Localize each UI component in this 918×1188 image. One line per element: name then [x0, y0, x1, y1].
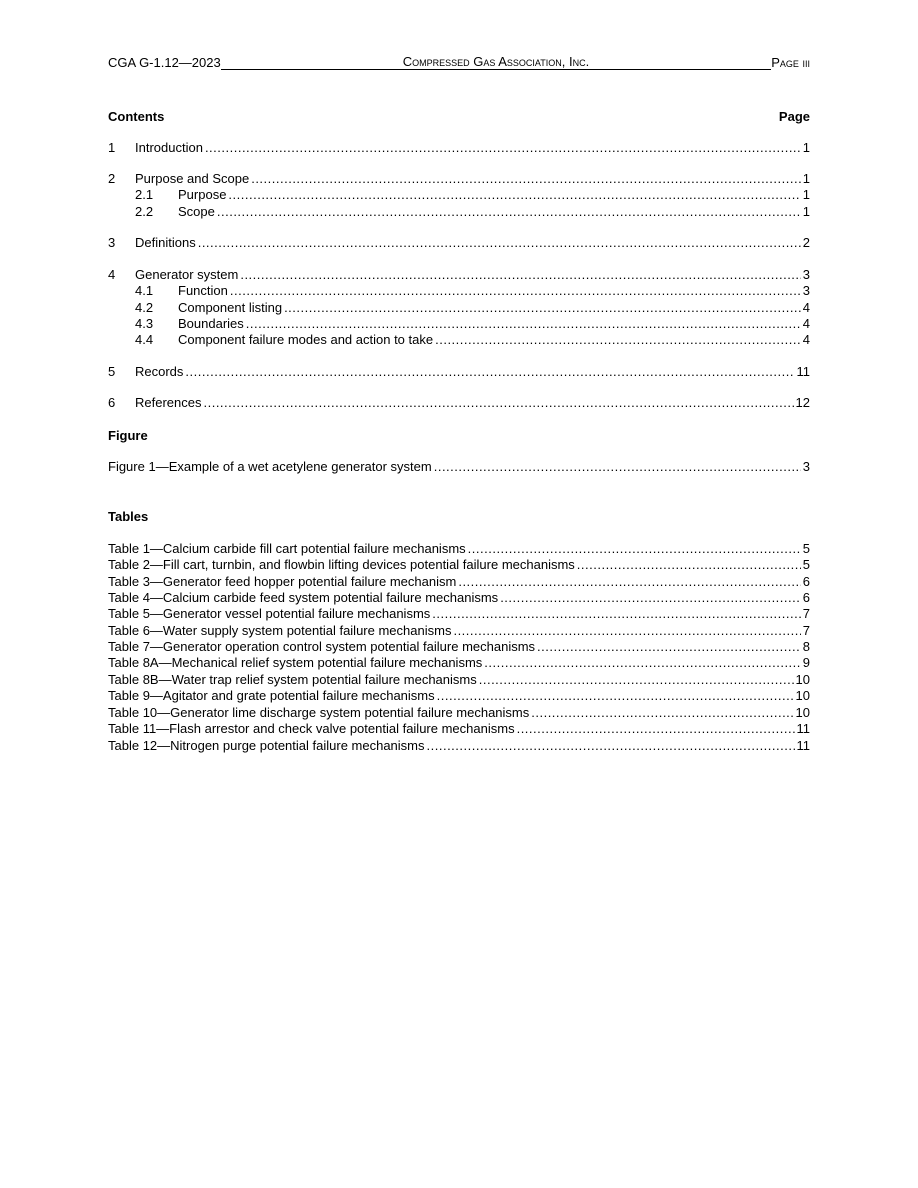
toc-entry-title: Definitions [135, 235, 196, 250]
table-entry-page: 10 [795, 672, 810, 687]
toc-entry-references[interactable] [108, 395, 810, 411]
toc-entry-title: Component listing [178, 300, 283, 315]
table-entry-title: Table 11—Flash arrestor and check valve potential failure mechanisms [108, 721, 515, 736]
table-entry-page: 11 [796, 721, 810, 736]
table-entry-page: 10 [795, 688, 810, 703]
toc-entry-title: Purpose [178, 187, 227, 202]
dot-leader [437, 688, 794, 704]
table-entry[interactable] [108, 557, 810, 573]
dot-leader [205, 140, 801, 156]
dot-leader [203, 395, 793, 411]
table-entry-title: Table 10—Generator lime discharge system potential failure mechanisms [108, 705, 530, 720]
toc-entry-title: Records [135, 364, 184, 379]
table-entry-page: 10 [795, 705, 810, 720]
table-entry-title: Table 8B—Water trap relief system potential failure mechanisms [108, 672, 477, 687]
toc-entry-number: 4 [108, 267, 116, 282]
toc-entry-introduction[interactable] [108, 140, 810, 156]
dot-leader [432, 606, 800, 622]
toc-entry-records[interactable] [108, 364, 810, 380]
toc-entry-page: 1 [802, 171, 810, 186]
table-entry-title: Table 9—Agitator and grate potential failure mechanisms [108, 688, 435, 703]
dot-leader [577, 557, 801, 573]
toc-entry-page: 2 [802, 235, 810, 250]
figure-entry[interactable] [108, 459, 810, 475]
table-entry-title: Table 7—Generator operation control system potential failure mechanisms [108, 639, 536, 654]
tables-heading: Tables [108, 509, 149, 524]
toc-entry-page: 4 [802, 332, 810, 347]
dot-leader [484, 655, 800, 671]
header-rule [589, 56, 771, 70]
dot-leader [468, 541, 801, 557]
table-entry[interactable] [108, 705, 810, 721]
toc-entry-number: 4.1 [135, 283, 154, 298]
header-rule [221, 56, 403, 70]
toc-entry-title: References [135, 395, 202, 410]
table-entry-title: Table 2—Fill cart, turnbin, and flowbin lifting devices potential failure mechanisms [108, 557, 575, 572]
toc-entry-page: 1 [802, 187, 810, 202]
dot-leader [230, 283, 801, 299]
table-entry[interactable] [108, 738, 810, 754]
toc-entry-number: 6 [108, 395, 116, 410]
table-entry[interactable] [108, 639, 810, 655]
table-entry[interactable] [108, 655, 810, 671]
dot-leader [537, 639, 801, 655]
table-entry[interactable] [108, 672, 810, 688]
dot-leader [217, 204, 801, 220]
toc-entry-purpose-and-scope[interactable] [108, 171, 810, 187]
toc-entry-number: 4.4 [135, 332, 154, 347]
figure-entry-title: Figure 1—Example of a wet acetylene generator system [108, 459, 432, 474]
toc-entry-page: 3 [802, 283, 810, 298]
toc-entry-definitions[interactable] [108, 235, 810, 251]
toc-entry-page: 1 [802, 204, 810, 219]
toc-entry-page: 3 [802, 267, 810, 282]
toc-entry-page: 4 [802, 316, 810, 331]
table-entry[interactable] [108, 541, 810, 557]
dot-leader [198, 235, 801, 251]
organization-name: Compressed Gas Association, Inc. [402, 54, 590, 69]
dot-leader [531, 705, 793, 721]
dot-leader [246, 316, 801, 332]
figure-heading: Figure [108, 428, 148, 443]
dot-leader [500, 590, 801, 606]
toc-entry-number: 2.1 [135, 187, 154, 202]
contents-heading-row [108, 109, 810, 125]
dot-leader [453, 623, 800, 639]
toc-entry-number: 5 [108, 364, 116, 379]
table-entry-page: 7 [802, 606, 810, 621]
toc-entry-title: Scope [178, 204, 215, 219]
dot-leader [427, 738, 795, 754]
toc-entry-number: 3 [108, 235, 116, 250]
toc-entry-scope[interactable] [135, 204, 810, 220]
table-entry-page: 8 [802, 639, 810, 654]
dot-leader [284, 300, 801, 316]
toc-entry-title: Boundaries [178, 316, 244, 331]
toc-entry-page: 12 [795, 395, 810, 410]
toc-entry-component-failure-modes[interactable] [135, 332, 810, 348]
dot-leader [240, 267, 800, 283]
table-entry-page: 5 [802, 541, 810, 556]
table-entry[interactable] [108, 590, 810, 606]
table-entry-page: 5 [802, 557, 810, 572]
toc-entry-page: 11 [796, 364, 810, 379]
dot-leader [458, 574, 800, 590]
toc-entry-boundaries[interactable] [135, 316, 810, 332]
table-entry[interactable] [108, 721, 810, 737]
dot-leader [185, 364, 794, 380]
table-entry-title: Table 3—Generator feed hopper potential failure mechanism [108, 574, 457, 589]
toc-entry-title: Introduction [135, 140, 203, 155]
dot-leader [435, 332, 801, 348]
table-entry[interactable] [108, 623, 810, 639]
page-header [108, 54, 810, 70]
table-entry-title: Table 6—Water supply system potential failure mechanisms [108, 623, 452, 638]
table-entry-title: Table 12—Nitrogen purge potential failure mechanisms [108, 738, 425, 753]
toc-entry-component-listing[interactable] [135, 300, 810, 316]
toc-entry-title: Generator system [135, 267, 239, 282]
table-entry[interactable] [108, 688, 810, 704]
dot-leader [251, 171, 801, 187]
table-entry-page: 6 [802, 590, 810, 605]
toc-entry-number: 2 [108, 171, 116, 186]
toc-entry-number: 4.2 [135, 300, 154, 315]
toc-entry-number: 1 [108, 140, 116, 155]
table-entry[interactable] [108, 574, 810, 590]
toc-entry-number: 4.3 [135, 316, 154, 331]
page-column-heading: Page [778, 109, 810, 124]
dot-leader [517, 721, 795, 737]
toc-entry-purpose[interactable] [135, 187, 810, 203]
table-entry-page: 11 [796, 738, 810, 753]
toc-entry-title: Purpose and Scope [135, 171, 250, 186]
table-entry-title: Table 8A—Mechanical relief system potential failure mechanisms [108, 655, 483, 670]
toc-entry-title: Function [178, 283, 228, 298]
contents-heading: Contents [108, 109, 165, 124]
table-entry-title: Table 1—Calcium carbide fill cart potential failure mechanisms [108, 541, 466, 556]
table-entry-title: Table 5—Generator vessel potential failure mechanisms [108, 606, 431, 621]
dot-leader [434, 459, 801, 475]
toc-entry-title: Component failure modes and action to take [178, 332, 434, 347]
toc-entry-generator-system[interactable] [108, 267, 810, 283]
table-entry-title: Table 4—Calcium carbide feed system potential failure mechanisms [108, 590, 499, 605]
toc-entry-number: 2.2 [135, 204, 154, 219]
table-entry-page: 9 [802, 655, 810, 670]
table-entry[interactable] [108, 606, 810, 622]
page-number: Page iii [771, 55, 811, 70]
figure-entry-page: 3 [802, 459, 810, 474]
dot-leader [228, 187, 800, 203]
table-entry-page: 6 [802, 574, 810, 589]
toc-entry-function[interactable] [135, 283, 810, 299]
dot-leader [479, 672, 794, 688]
document-id: CGA G-1.12—2023 [108, 55, 221, 70]
toc-entry-page: 1 [802, 140, 810, 155]
toc-entry-page: 4 [802, 300, 810, 315]
table-entry-page: 7 [802, 623, 810, 638]
